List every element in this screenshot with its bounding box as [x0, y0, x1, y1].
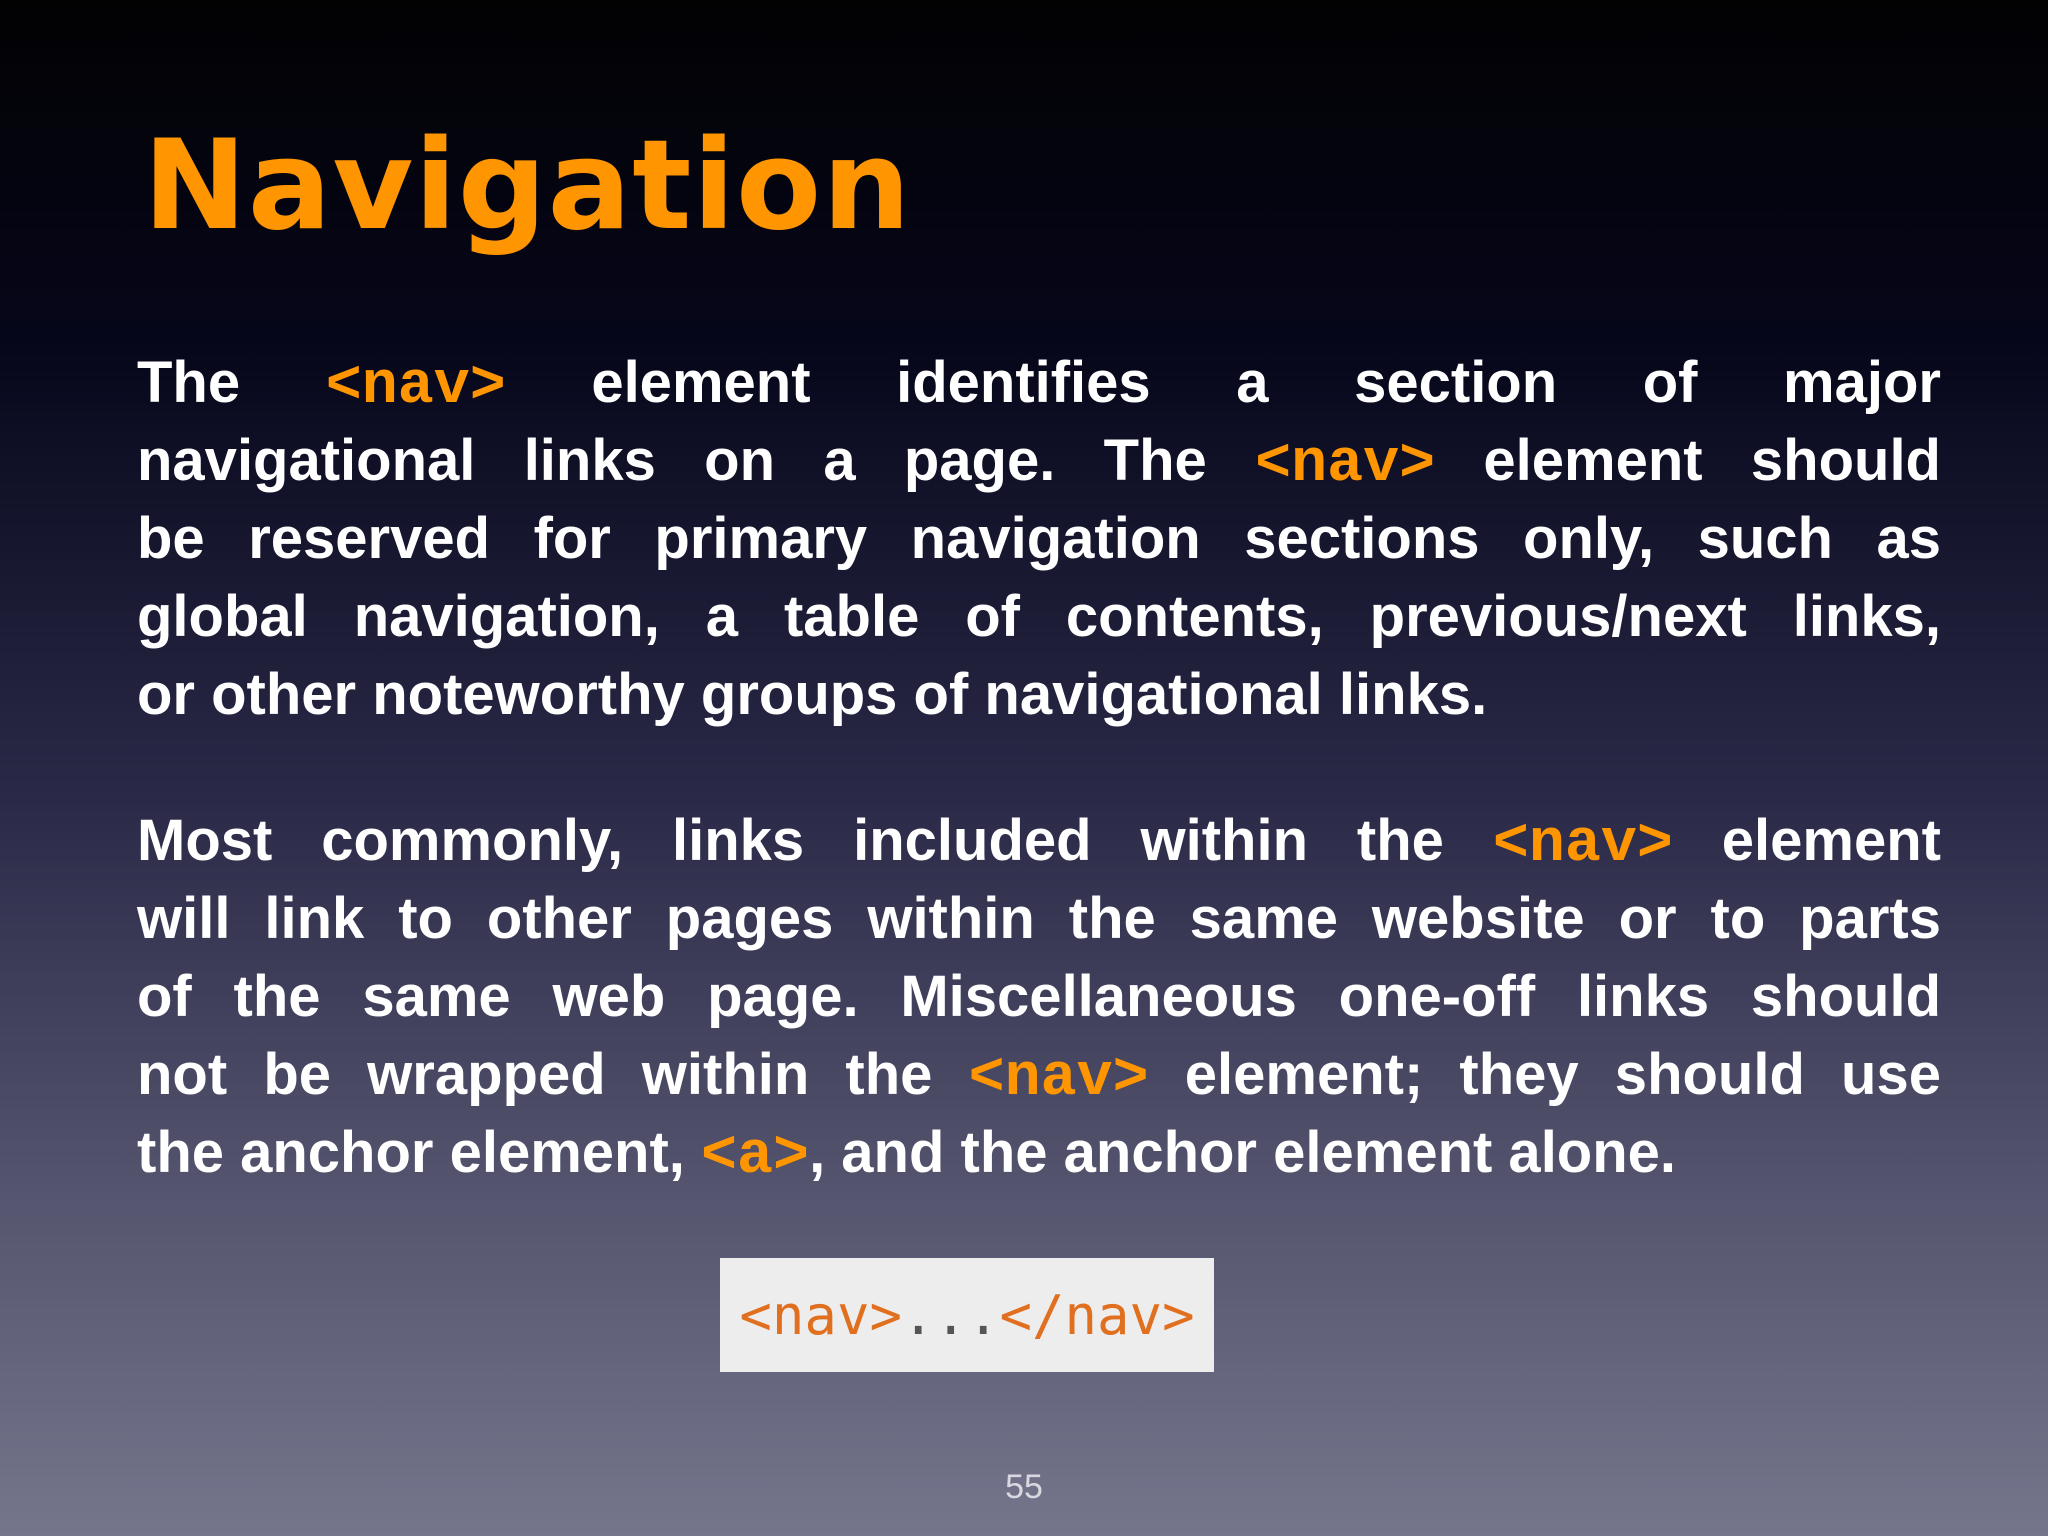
text-run: navigational links on a page. The	[137, 428, 1256, 493]
code-open-tag: <nav>	[739, 1283, 902, 1347]
text-run: will link to other pages within the same website or to parts	[137, 886, 1941, 951]
text-line	[137, 422, 1941, 500]
text-run: The	[137, 350, 326, 415]
text-run: , and the anchor element alone.	[809, 1120, 1677, 1185]
text-run: the anchor element,	[137, 1120, 702, 1185]
text-line	[137, 578, 1941, 656]
text-run: element identifies a section of major	[505, 350, 1942, 415]
text-run: or other noteworthy groups of navigational links.	[137, 662, 1488, 727]
text-line	[137, 1114, 1941, 1192]
text-line	[137, 958, 1941, 1036]
text-line	[137, 344, 1941, 422]
inline-code-nav: <nav>	[1492, 811, 1673, 879]
inline-code-nav: <nav>	[325, 353, 506, 421]
code-close-tag: </nav>	[999, 1283, 1195, 1347]
text-line	[137, 500, 1941, 578]
code-ellipsis: ...	[901, 1283, 1000, 1347]
code-sample-box	[720, 1258, 1214, 1372]
page-number: 55	[1005, 1468, 1043, 1506]
text-line	[137, 1036, 1941, 1114]
inline-code-nav: <nav>	[1255, 431, 1436, 499]
paragraph-nav-definition	[137, 344, 1941, 734]
text-run: global navigation, a table of contents, previous/next links,	[137, 584, 1941, 649]
text-run: Most commonly, links included within the	[137, 808, 1493, 873]
text-line	[137, 802, 1941, 880]
text-run: element; they should use	[1148, 1042, 1941, 1107]
text-run: element should	[1435, 428, 1941, 493]
text-run: not be wrapped within the	[137, 1042, 969, 1107]
inline-code-anchor: <a>	[701, 1123, 810, 1191]
text-run: element	[1672, 808, 1941, 873]
text-run: be reserved for primary navigation sections only, such as	[137, 506, 1941, 571]
slide-title: Navigation	[143, 114, 912, 258]
paragraph-nav-usage	[137, 802, 1941, 1192]
text-line	[137, 656, 1941, 734]
inline-code-nav: <nav>	[968, 1045, 1149, 1113]
text-line	[137, 880, 1941, 958]
text-run: of the same web page. Miscellaneous one-off links should	[137, 964, 1941, 1029]
